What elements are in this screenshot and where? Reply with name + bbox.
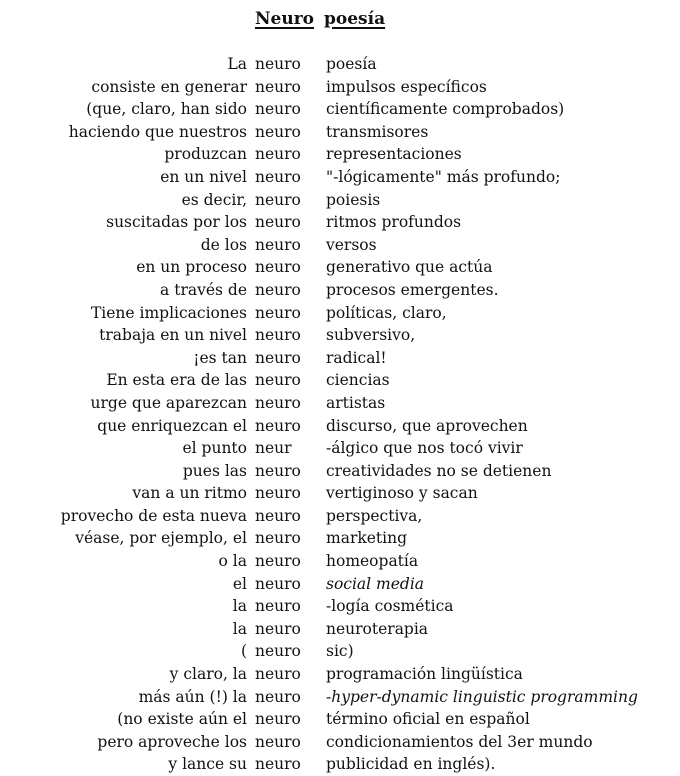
line-left-text: ¡es tan (193, 348, 247, 367)
line-neuro-word: neuro (255, 122, 301, 141)
line-neuro-word: neuro (255, 190, 301, 209)
line-neuro-word: neuro (255, 687, 301, 706)
line-left-text: más aún (!) la (138, 687, 247, 706)
line-neuro-word: neuro (255, 280, 301, 299)
line-right-text: generativo que actúa (326, 258, 493, 277)
line-left-text: suscitadas por los (106, 213, 247, 232)
line-left-text: el punto (182, 439, 247, 458)
line-left-text: la (232, 597, 247, 616)
line-left-text: La (227, 55, 247, 73)
line-left-text: el (232, 574, 247, 593)
line-neuro-word: neuro (255, 77, 301, 96)
line-left-text: En esta era de las (106, 371, 247, 390)
line-right-text: artistas (326, 393, 386, 412)
line-neuro-word: neuro (255, 213, 301, 232)
line-neuro-word: neuro (255, 303, 301, 322)
line-neuro-word: neuro (255, 461, 301, 480)
line-left-text: a través de (160, 280, 247, 299)
poem-line (0, 527, 680, 550)
line-left-text: pero aproveche los (97, 732, 247, 751)
poem-line (0, 121, 680, 144)
poem-line (0, 640, 680, 663)
line-neuro-word: neuro (255, 552, 301, 571)
line-left-text: en un proceso (136, 258, 247, 277)
line-left-text: ( (240, 642, 247, 661)
line-left-text: de los (200, 235, 247, 254)
line-neuro-word: neuro (255, 574, 301, 593)
line-right-text: social media (326, 574, 425, 593)
poem-line (0, 324, 680, 347)
line-left-text: véase, por ejemplo, el (75, 529, 247, 548)
line-neuro-word: neuro (255, 484, 301, 503)
line-right-text: representaciones (326, 145, 462, 164)
line-left-text: Tiene implicaciones (90, 303, 247, 322)
line-right-text: poesía (326, 55, 377, 73)
line-neuro-word: neuro (255, 145, 301, 164)
poem-line (0, 76, 680, 99)
line-right-text: programación lingüística (326, 665, 523, 684)
line-right-text: impulsos específicos (326, 77, 487, 96)
line-neuro-word: neuro (255, 665, 301, 684)
poem-line (0, 211, 680, 234)
title-neuro: Neuro (254, 9, 314, 29)
line-right-text: discurso, que aprovechen (326, 416, 528, 435)
line-neuro-word: neuro (255, 732, 301, 751)
poem-line (0, 256, 680, 279)
line-right-text: publicidad en inglés). (326, 755, 496, 774)
line-right-text: -álgico que nos tocó vivir (326, 439, 523, 458)
line-neuro-word: neur (255, 439, 292, 458)
line-left-text: van a un ritmo (132, 484, 247, 503)
line-right-text: radical! (326, 348, 387, 367)
poem-line (0, 686, 680, 709)
poem-line (0, 415, 680, 438)
line-right-text: políticas, claro, (326, 303, 447, 322)
line-neuro-word: neuro (255, 642, 301, 661)
line-right-text: creatividades no se detienen (326, 461, 552, 480)
line-left-text: es decir, (181, 190, 247, 209)
line-right-text: versos (326, 235, 377, 254)
line-right-text: vertiginoso y sacan (326, 484, 478, 503)
line-neuro-word: neuro (255, 506, 301, 525)
line-left-text: (no existe aún el (117, 710, 247, 729)
poem-line (0, 708, 680, 731)
line-left-text: en un nivel (160, 167, 247, 186)
line-right-text: condicionamientos del 3er mundo (326, 732, 593, 751)
line-right-text: procesos emergentes. (326, 280, 499, 299)
poem-line (0, 731, 680, 754)
poem-line (0, 166, 680, 189)
line-right-text: homeopatía (326, 552, 419, 571)
line-right-text: transmisores (326, 122, 429, 141)
poem-line (0, 460, 680, 483)
poem-line (0, 550, 680, 573)
line-left-text: la (232, 619, 247, 638)
poem-line (0, 505, 680, 528)
poem-line (0, 618, 680, 641)
line-right-text: -logía cosmética (326, 597, 454, 616)
line-right-text: ciencias (326, 371, 390, 390)
poem-line (0, 437, 680, 460)
poem-title (0, 7, 680, 31)
line-neuro-word: neuro (255, 55, 301, 73)
line-right-text: neuroterapia (326, 619, 429, 638)
title-poesia: poesía (324, 9, 386, 29)
line-right-text: -hyper-dynamic linguistic programming (326, 687, 638, 706)
line-left-text: que enriquezcan el (97, 416, 247, 435)
line-right-text: "-lógicamente" más profundo; (326, 167, 561, 186)
line-neuro-word: neuro (255, 100, 301, 119)
poem-line (0, 392, 680, 415)
poem-line (0, 573, 680, 596)
poem-line (0, 369, 680, 392)
line-right-text: término oficial en español (326, 710, 530, 729)
line-left-text: o la (218, 552, 247, 571)
line-left-text: haciendo que nuestros (68, 122, 247, 141)
line-left-text: y lance su (168, 755, 247, 774)
poem-line (0, 347, 680, 370)
line-left-text: (que, claro, han sido (86, 100, 247, 119)
line-neuro-word: neuro (255, 710, 301, 729)
line-neuro-word: neuro (255, 348, 301, 367)
line-right-text: ritmos profundos (326, 213, 462, 232)
line-neuro-word: neuro (255, 371, 301, 390)
poem-line (0, 234, 680, 257)
poem-line (0, 279, 680, 302)
line-left-text: y claro, la (169, 665, 247, 684)
line-neuro-word: neuro (255, 326, 301, 345)
line-neuro-word: neuro (255, 529, 301, 548)
line-neuro-word: neuro (255, 755, 301, 774)
poem-body (0, 53, 680, 776)
line-right-text: perspectiva, (326, 506, 423, 525)
line-right-text: marketing (326, 529, 408, 548)
poem-line (0, 53, 680, 76)
line-right-text: poiesis (326, 190, 381, 209)
line-neuro-word: neuro (255, 416, 301, 435)
poem-line (0, 143, 680, 166)
poem-line (0, 663, 680, 686)
line-left-text: pues las (182, 461, 247, 480)
poem-line (0, 482, 680, 505)
line-left-text: provecho de esta nueva (60, 506, 247, 525)
line-right-text: científicamente comprobados) (326, 100, 565, 119)
line-left-text: produzcan (164, 145, 247, 164)
line-left-text: trabaja en un nivel (99, 326, 247, 345)
poem-line (0, 595, 680, 618)
line-neuro-word: neuro (255, 258, 301, 277)
line-neuro-word: neuro (255, 235, 301, 254)
line-neuro-word: neuro (255, 597, 301, 616)
line-neuro-word: neuro (255, 393, 301, 412)
line-right-text: subversivo, (326, 326, 416, 345)
line-neuro-word: neuro (255, 619, 301, 638)
line-right-text: sic) (326, 642, 354, 661)
line-left-text: consiste en generar (91, 77, 247, 96)
line-left-text: urge que aparezcan (90, 393, 247, 412)
poem-line (0, 302, 680, 325)
line-neuro-word: neuro (255, 167, 301, 186)
poem-line (0, 98, 680, 121)
poem-line (0, 189, 680, 212)
